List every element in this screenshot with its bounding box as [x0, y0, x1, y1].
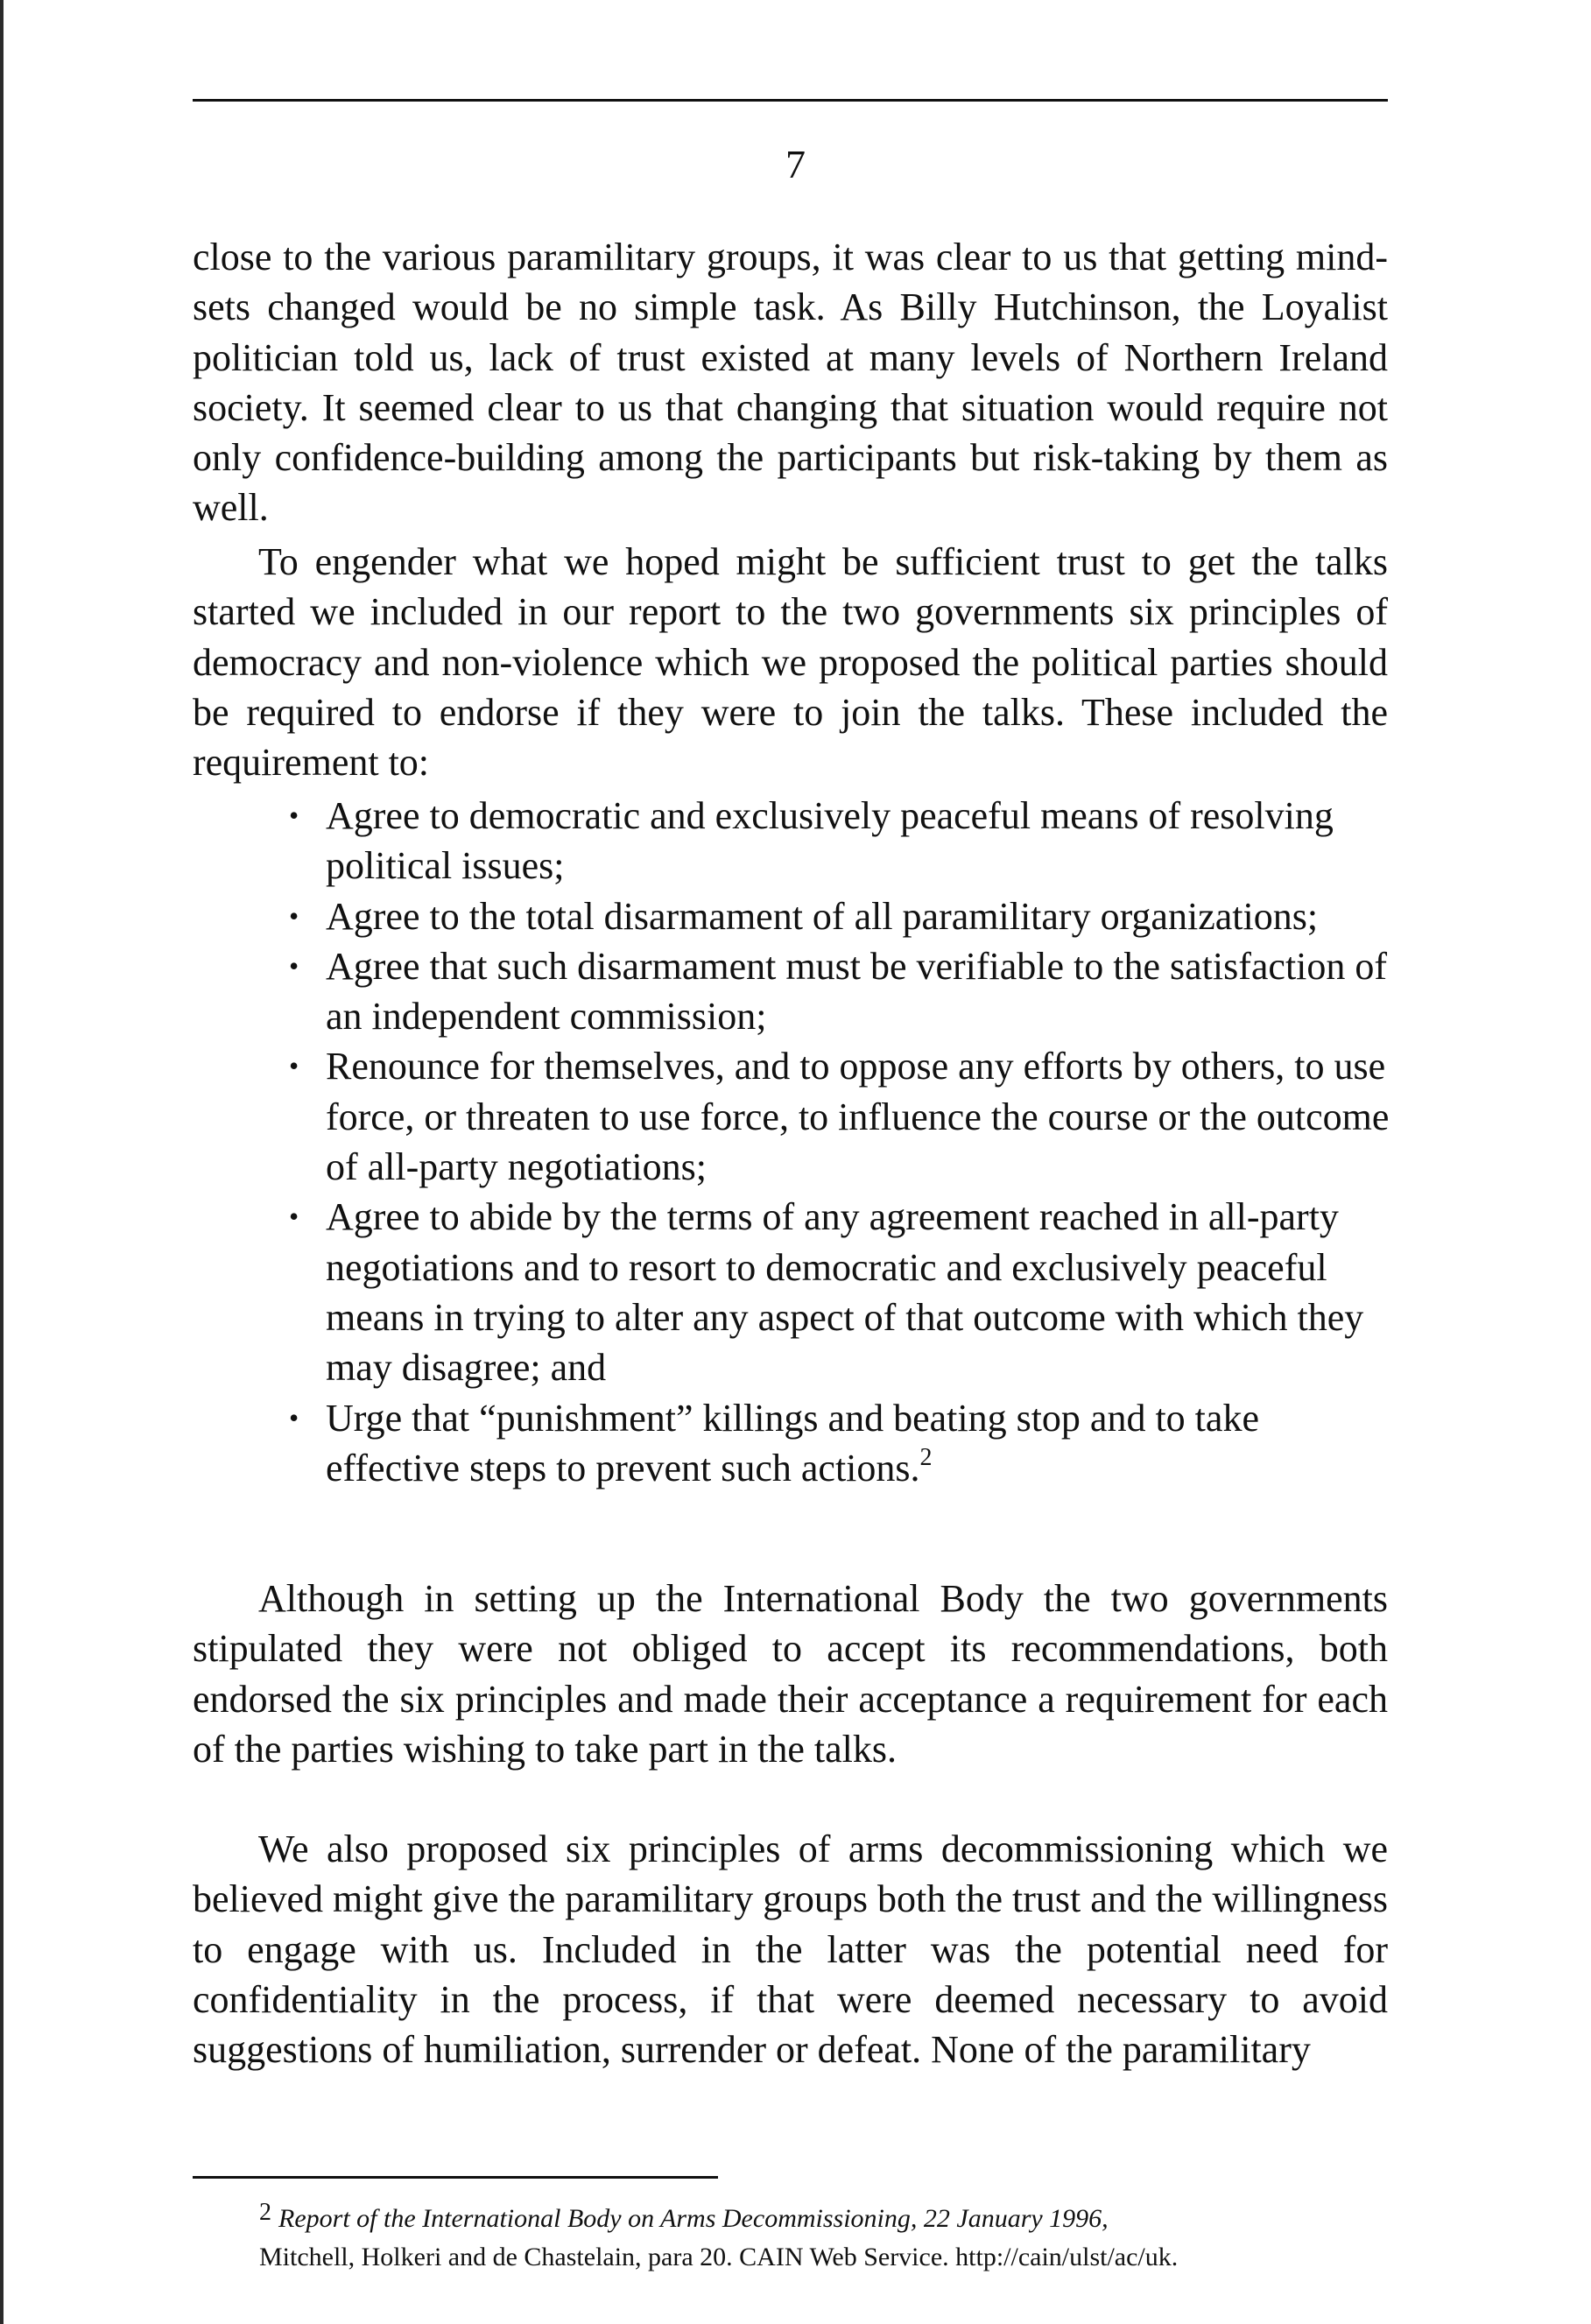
paragraph-4-text: We also proposed six principles of arms decommissioning which we believed might give the paramilitary groups both the trust and the willingness to engage with us. Included in the latter was the potential need for confidentiality in the process, if that were deemed necessary to avoid suggestions of humiliation, surrender or defeat. None of the paramilitary [193, 1828, 1388, 2072]
footnote-title: Report of the International Body on Arms Decommissioning, 22 January 1996, [278, 2204, 1109, 2233]
list-item [289, 791, 1397, 891]
paragraph-4 [193, 1824, 1388, 2074]
paragraph-2 [193, 537, 1388, 787]
list-item-text: Agree that such disarmament must be verifiable to the satisfaction of an independent commission; [326, 944, 1388, 1039]
page-number: 7 [785, 142, 806, 187]
footnote-source: Mitchell, Holkeri and de Chastelain, para 20. CAIN Web Service. http://cain/ulst/ac/uk. [259, 2243, 1179, 2271]
principles-list [289, 791, 1397, 1493]
list-item-text: Renounce for themselves, and to oppose any efforts by others, to use force, or threaten to use force, to influence the course or the outcome of all-party negotiations; [326, 1045, 1390, 1189]
list-item-text: Agree to abide by the terms of any agreement reached in all-party negotiations and to resort to democratic and exclusively peaceful means in trying to alter any aspect of that outcome with which they may disagree; and [326, 1195, 1364, 1390]
page-edge [0, 0, 4, 2324]
paragraph-2-text: To engender what we hoped might be sufficient trust to get the talks started we included in our report to the two governments six principles of democracy and non-violence which we proposed the political parties should be required to endorse if they were to join the talks. These included the requirement to: [193, 540, 1388, 785]
bullet-icon: • [289, 1201, 299, 1233]
bullet-icon: • [289, 949, 299, 982]
bullet-icon: • [289, 899, 299, 932]
bullet-icon: • [289, 799, 299, 831]
list-item [289, 1393, 1397, 1494]
list-item [289, 1041, 1397, 1192]
list-item-text: Agree to the total disarmament of all paramilitary organizations; [326, 894, 1319, 938]
list-item-text: Urge that “punishment” killings and beating stop and to take effective steps to prevent such actions. [326, 1396, 1259, 1489]
list-item [289, 1192, 1397, 1392]
list-item [289, 941, 1397, 1042]
bullet-icon: • [289, 1401, 299, 1433]
paragraph-3-text: Although in setting up the International Body the two governments stipulated they were not obliged to accept its recommendations, both endorsed the six principles and made their acceptance a requirement for each of the parties wishing to take part in the talks. [193, 1577, 1388, 1771]
footnote-line-1 [259, 2194, 1406, 2238]
footnote-rule [193, 2176, 718, 2179]
paragraph-3 [193, 1574, 1388, 1774]
list-item-text: Agree to democratic and exclusively peaceful means of resolving political issues; [326, 794, 1334, 888]
list-item [289, 891, 1397, 941]
paragraph-1-text: close to the various paramilitary groups, it was clear to us that getting mind-sets changed would be no simple task. As Billy Hutchinson, the Loyalist politician told us, lack of trust existed at many levels of Northern Ireland society. It seemed clear to us that changing that situation would require not only confidence-building among the participants but risk-taking by them as well. [193, 236, 1388, 530]
footnote [259, 2194, 1406, 2277]
footnote-number: 2 [259, 2199, 271, 2226]
paragraph-1 [193, 232, 1388, 533]
bullet-icon: • [289, 1050, 299, 1082]
footnote-reference[interactable]: 2 [919, 1443, 933, 1471]
header-rule [193, 99, 1388, 102]
